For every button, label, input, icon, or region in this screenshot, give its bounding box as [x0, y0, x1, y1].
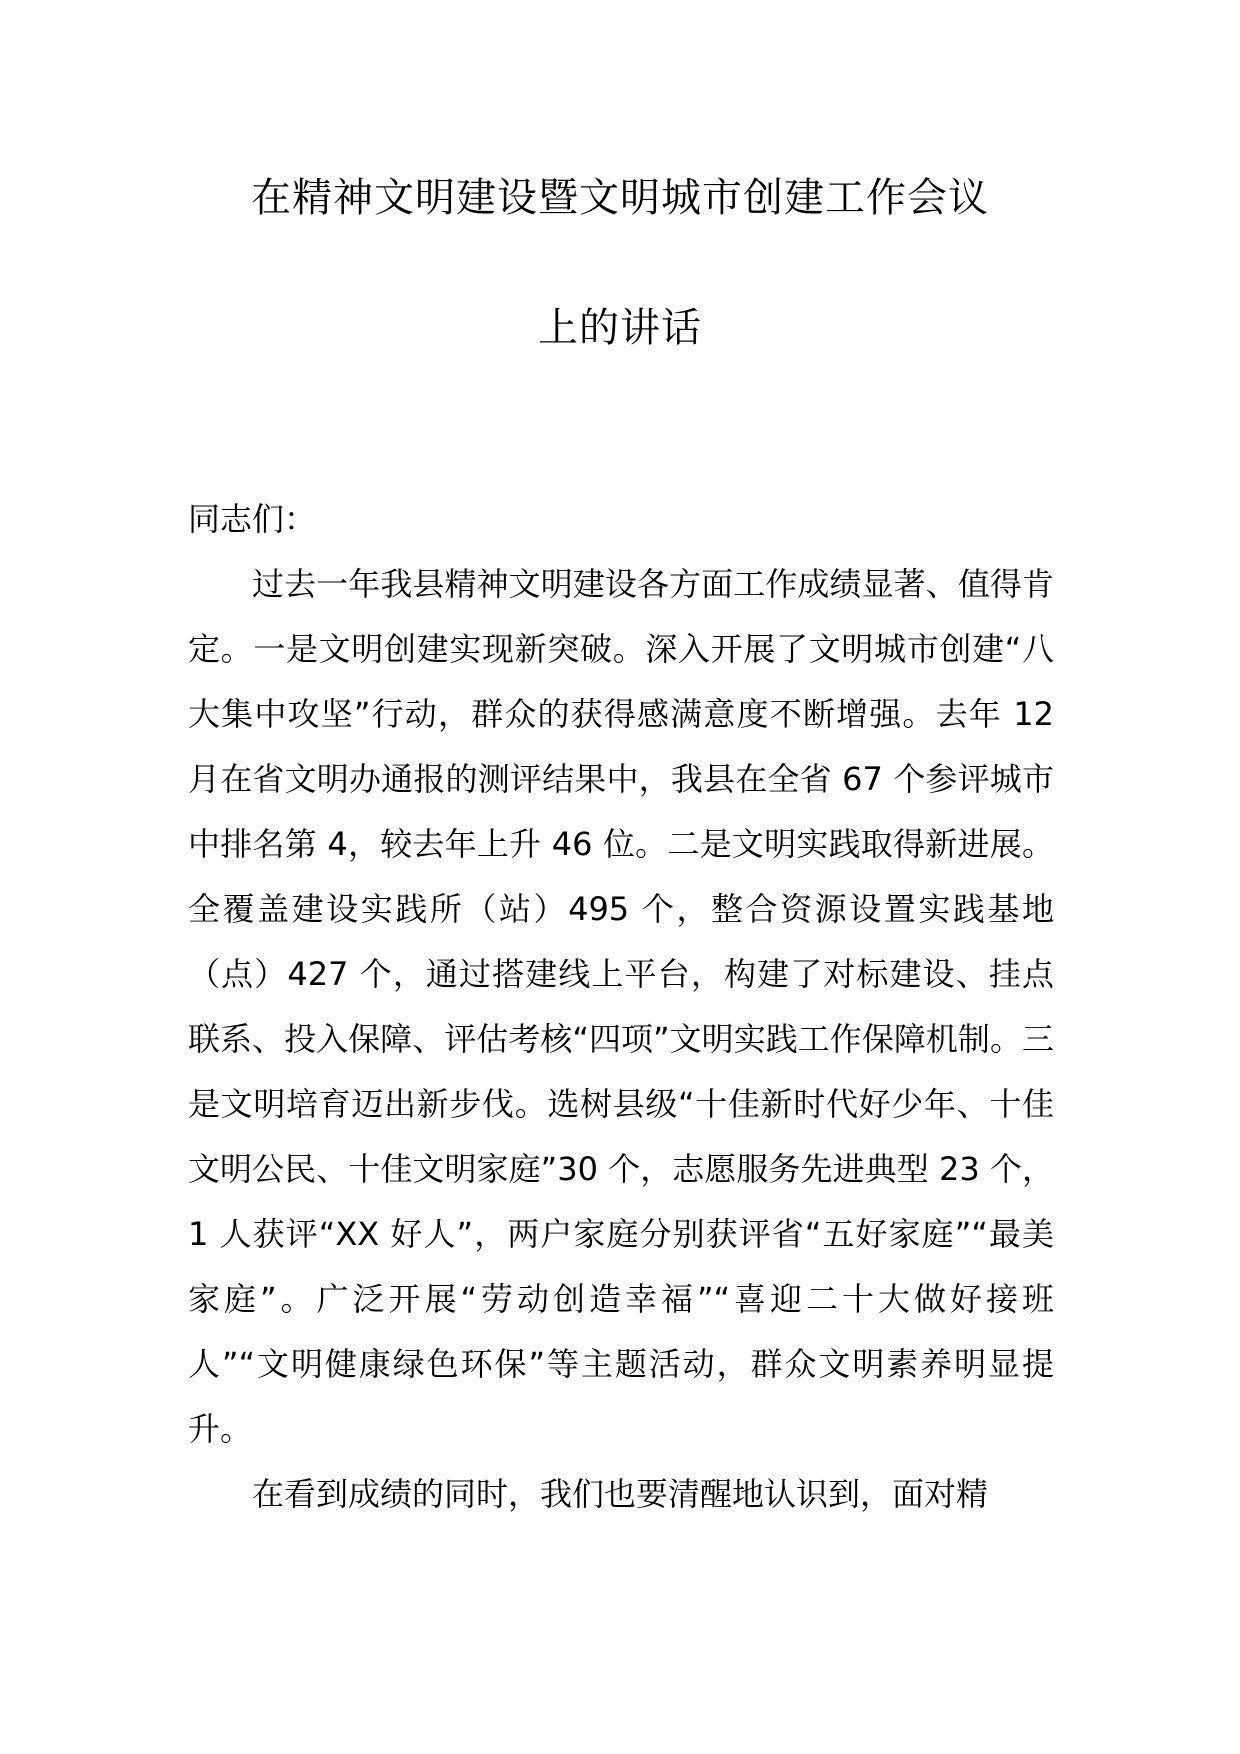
document-title-line-2: 上的讲话 [538, 305, 702, 351]
paragraph-challenges: 在看到成绩的同时，我们也要清醒地认识到，面对精 [252, 1475, 989, 1513]
salutation: 同志们： [188, 500, 317, 538]
paragraph-achievements: 过去一年我县精神文明建设各方面工作成绩显著、值得肯定。一是文明创建实现新突破。深入开展了文明城市创建“八大集中攻坚”行动，群众的获得感满意度不断增强。去年 12 月在省文明办通报的测评结果中，我县在全省 67 个参评城市中排名第 4，较去年上升 46 位。二是文明实践取得新进展。全覆盖建设实践所（站）495 个，整合资源设置实践基地（点）427 个，通过搭建线上平台，构建了对标建设、挂点联系、投入保障、评估考核“四项”文明实践工作保障机制。三是文明培育迈出新步伐。选树县级“十佳新时代好少年、十佳文明公民、十佳文明家庭”30 个，志愿服务先进典型 23 个，1 人获评“XX 好人”，两户家庭分别获评省“五好家庭”“最美家庭”。广泛开展“劳动创造幸福”“喜迎二十大做好接班人”“文明健康绿色环保”等主题活动，群众文明素养明显提升。 [188, 565, 1054, 1448]
document-body [188, 487, 1054, 1527]
document-title-line-1: 在精神文明建设暨文明城市创建工作会议 [251, 175, 989, 221]
